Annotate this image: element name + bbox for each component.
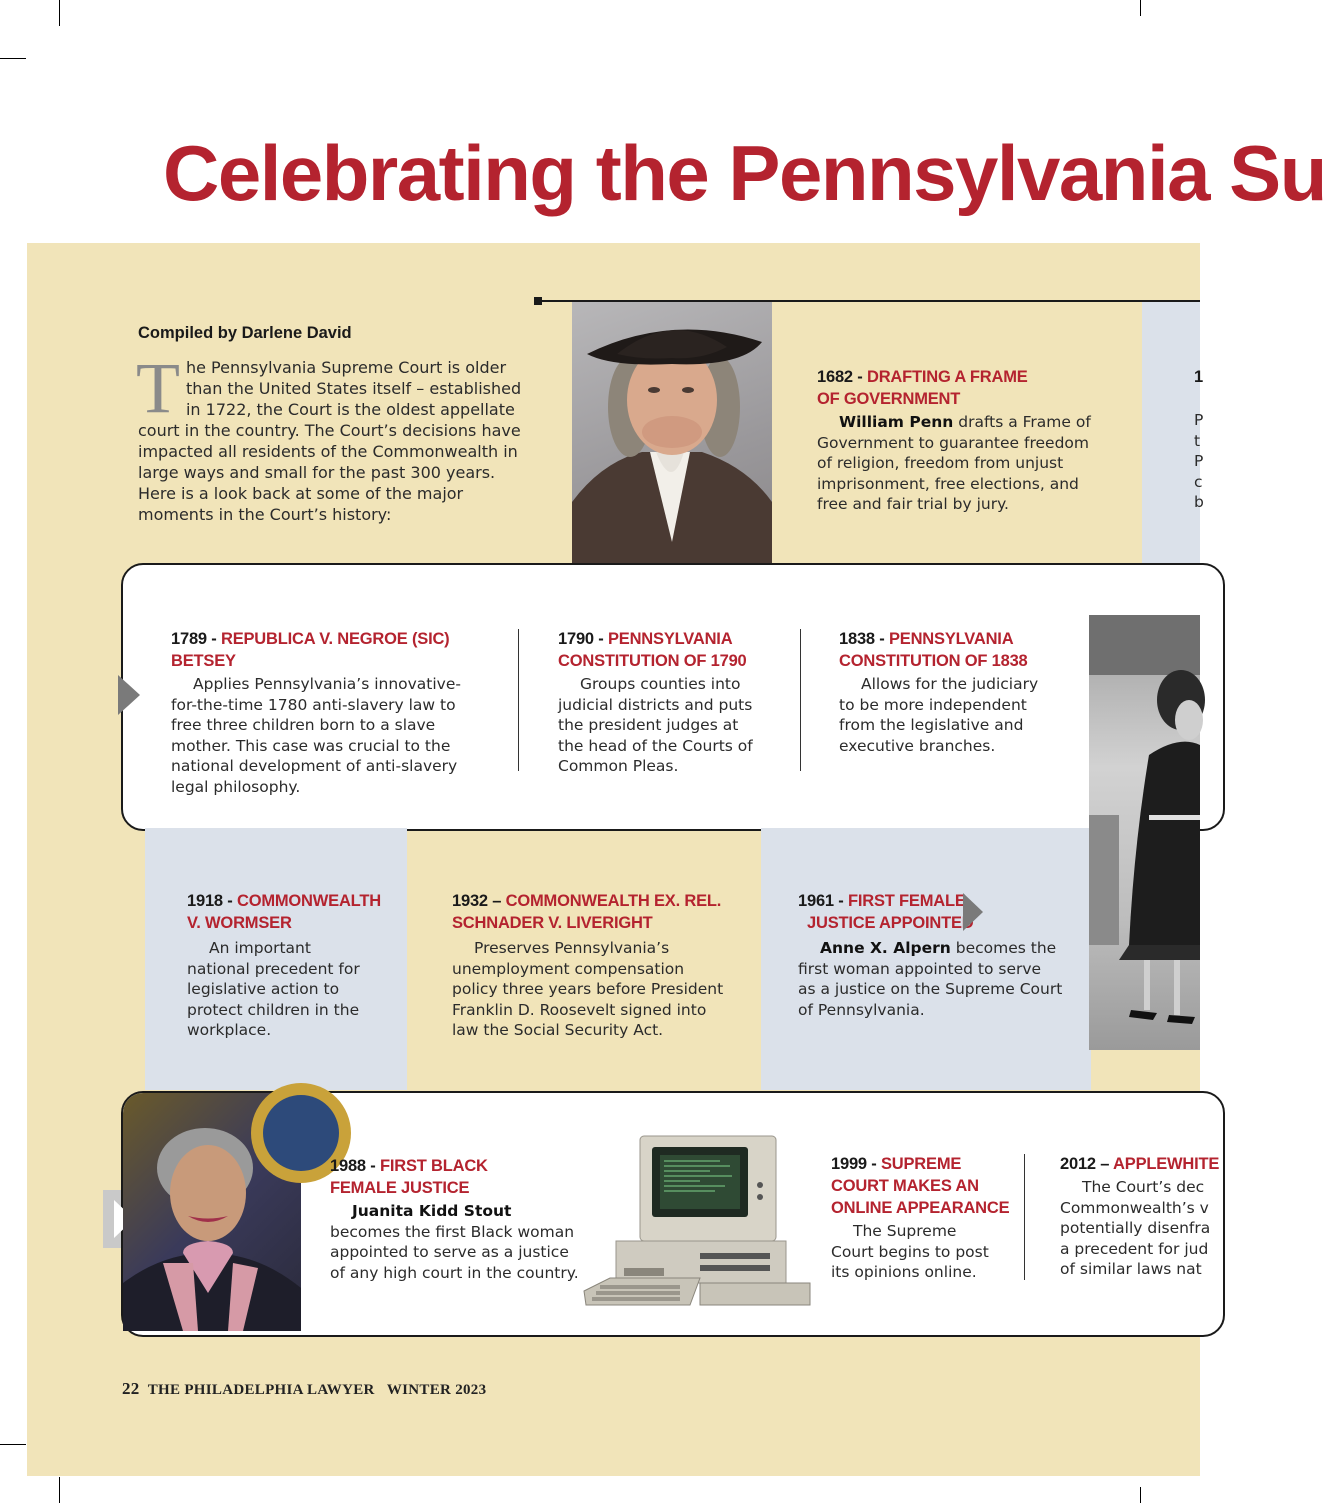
issue-date: WINTER 2023	[386, 1382, 487, 1398]
event-title: CONSTITUTION OF 1838	[839, 652, 1028, 670]
timeline-cell-blue	[1142, 302, 1200, 564]
event-body: Preserves Pennsylvania’s unemployment compensation policy three years before President Franklin D. Roosevelt signed into law the Social Security Act.	[452, 939, 724, 1039]
event-year: 2012 –	[1060, 1155, 1114, 1173]
event-year-partial: 1	[1194, 368, 1203, 386]
crop-mark	[59, 1477, 60, 1503]
anne-alpern-photo	[1089, 615, 1200, 1050]
event-1932	[452, 890, 742, 1041]
event-title: SUPREME	[880, 1155, 962, 1173]
intro-paragraph	[136, 348, 530, 525]
event-title: JUSTICE APPOINTED	[807, 914, 974, 932]
event-title: FIRST BLACK	[379, 1157, 488, 1175]
event-title: APPLEWHITE	[1113, 1155, 1220, 1173]
event-body: The Court’s dec	[1082, 1178, 1205, 1196]
event-body: The Supreme Court begins to post its opinions online.	[831, 1222, 989, 1281]
event-1838	[839, 628, 1059, 756]
event-1682	[817, 366, 1117, 515]
event-1961	[798, 890, 1078, 1020]
event-body: Applies Pennsylvania’s innovative-for-the-time 1780 anti-slavery law to free three children born to a slave mother. This case was crucial to the national development of anti-slavery legal philosophy.	[171, 675, 461, 796]
event-title: ONLINE APPEARANCE	[831, 1199, 1010, 1217]
event-title: FEMALE JUSTICE	[330, 1179, 470, 1197]
event-year: 1932 –	[452, 892, 506, 910]
event-1789	[171, 628, 501, 797]
crop-mark	[1140, 1487, 1141, 1503]
page-footer	[122, 1379, 486, 1399]
event-year: 1999 -	[831, 1155, 881, 1173]
person-name: Juanita Kidd Stout	[352, 1202, 512, 1220]
event-body: becomes the first Black woman appointed to serve as a justice of any high court in the country.	[330, 1222, 579, 1282]
event-body-partial: P t P c b	[1194, 411, 1204, 511]
column-divider	[800, 629, 801, 771]
event-body: becomes the first woman appointed to serve as a justice on the Supreme Court of Pennsylvania.	[798, 939, 1063, 1019]
timeline-arrow-icon	[963, 893, 983, 931]
column-divider	[518, 629, 519, 771]
event-year: 1918 -	[187, 892, 237, 910]
event-body: potentially disenfra	[1060, 1219, 1211, 1237]
event-title: PENNSYLVANIA	[888, 630, 1014, 648]
intro-text: he Pennsylvania Supreme Court is older than the United States itself – established in 1722, the Court is the oldest appellate court in the country. The Court’s decisions have impacted all residents of the Commonwealth in large ways and small for the past 300 years. Here is a look back at some of the major moments in the Court’s history:	[138, 358, 522, 524]
person-name: William Penn	[839, 413, 954, 431]
william-penn-portrait	[572, 302, 772, 563]
event-1918	[187, 890, 397, 1041]
event-body: of similar laws nat	[1060, 1260, 1202, 1278]
event-1790	[558, 628, 778, 777]
column-divider	[1024, 1154, 1025, 1280]
event-title: OF GOVERNMENT	[817, 390, 961, 408]
crop-mark	[0, 1444, 26, 1445]
event-1988	[330, 1155, 590, 1283]
event-year: 1838 -	[839, 630, 889, 648]
page-title: Celebrating the Pennsylvania Su	[163, 129, 1326, 217]
event-year: 1789 -	[171, 630, 221, 648]
crop-mark	[59, 0, 60, 26]
publication-name: THE PHILADELPHIA LAWYER	[147, 1382, 375, 1398]
event-title: COMMONWEALTH	[236, 892, 381, 910]
crop-mark	[0, 58, 26, 59]
event-year: 1988 -	[330, 1157, 380, 1175]
page-number: 22	[122, 1379, 140, 1398]
event-title: V. WORMSER	[187, 914, 292, 932]
event-title: PENNSYLVANIA	[607, 630, 733, 648]
event-title: COURT MAKES AN	[831, 1177, 979, 1195]
event-2012	[1060, 1153, 1220, 1280]
event-title: CONSTITUTION OF 1790	[558, 652, 747, 670]
drop-cap: T	[136, 348, 180, 428]
event-year: 1682 -	[817, 368, 867, 386]
event-title: COMMONWEALTH EX. REL.	[505, 892, 722, 910]
event-title: DRAFTING A FRAME	[866, 368, 1028, 386]
person-name: Anne X. Alpern	[820, 939, 951, 957]
event-body: Commonwealth’s v	[1060, 1198, 1209, 1217]
juanita-kidd-stout-photo	[123, 1093, 301, 1331]
event-body: Groups counties into judicial districts and puts the president judges at the head of the Courts of Common Pleas.	[558, 675, 753, 775]
event-body: drafts a Frame of Government to guarantee freedom of religion, freedom from unjust imprisonment, free elections, and free and fair trial by jury.	[817, 413, 1091, 513]
event-1999	[831, 1153, 1011, 1283]
event-title: FIRST FEMALE	[847, 892, 966, 910]
event-body: Allows for the judiciary to be more independent from the legislative and executive branches.	[839, 675, 1039, 755]
byline: Compiled by Darlene David	[138, 324, 352, 342]
event-title: SCHNADER V. LIVERIGHT	[452, 914, 653, 932]
event-title: REPUBLICA V. NEGROE (SIC) BETSEY	[171, 630, 450, 670]
event-year: 1961 -	[798, 892, 848, 910]
timeline-rule-end	[534, 297, 542, 305]
event-year: 1790 -	[558, 630, 608, 648]
event-body: An important national precedent for legislative action to protect children in the workplace.	[187, 939, 360, 1039]
event-body: a precedent for jud	[1060, 1239, 1209, 1258]
crop-mark	[1140, 0, 1141, 16]
timeline-arrow-icon	[118, 675, 140, 715]
vintage-computer-image	[580, 1133, 816, 1309]
